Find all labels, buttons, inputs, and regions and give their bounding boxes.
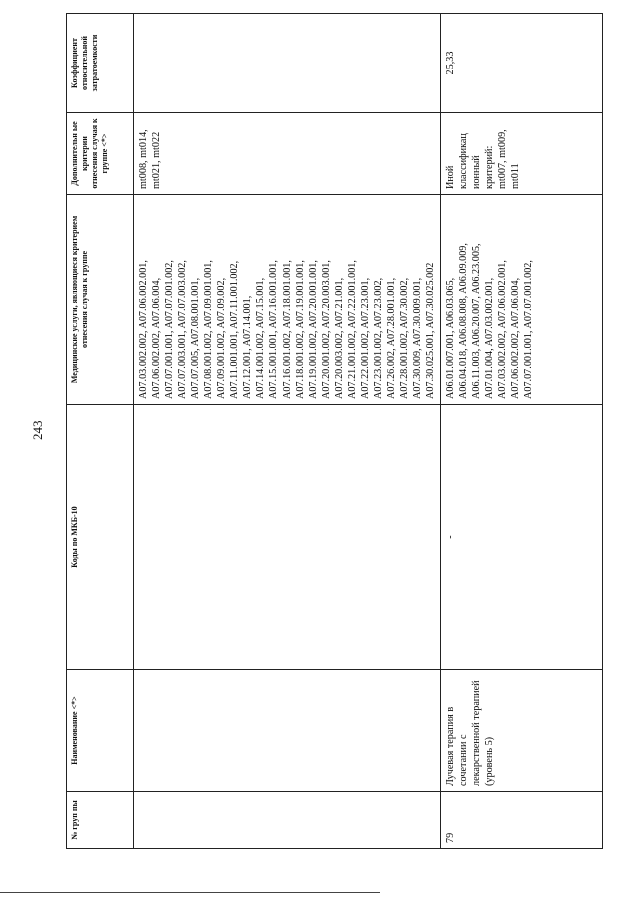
- cell-name: [134, 670, 441, 792]
- tariff-table: [66, 13, 603, 849]
- cell-extra-criteria: Иной классификац ионный критерий: mt007, mt009, mt011: [441, 113, 603, 195]
- table-header-row: [67, 14, 134, 849]
- header-icd: Коды по МКБ-10: [67, 405, 134, 670]
- table-row: [134, 14, 441, 849]
- page-sheet: [66, 14, 636, 849]
- header-group-no: № груп пы: [67, 792, 134, 849]
- cell-group-no: 79: [441, 792, 603, 849]
- cell-extra-criteria: mt008, mt014, mt021, mt022: [134, 113, 441, 195]
- page-number: 243: [30, 420, 45, 440]
- cell-group-no: [134, 792, 441, 849]
- cell-coefficient: 25,33: [441, 14, 603, 113]
- cell-name: Лучевая терапия в сочетании с лекарственной терапией (уровень 5): [441, 670, 603, 792]
- header-coefficient: Коэффициент относительной затратоемкости: [67, 14, 134, 113]
- rotated-table-container: [66, 14, 636, 849]
- footer-rule: [0, 892, 380, 893]
- cell-icd: -: [441, 405, 603, 670]
- cell-services: A07.03.002.002, A07.06.002.001, A07.06.002.002, A07.06.004, A07.07.001.001, A07.07.001.002, A07.07.003.001, A07.07.003.002, A07.07.005, A07.08.001.001, A07.08.001.002, A07.09.001.001, A07.09.001.002, A07.09.002, A07.11.001.001, A07.11.001.002, A07.12.001, A07.14.001, A07.14.001.002, A07.15.001, A07.15.001.001, A07.16.001.001, A07.16.001.002, A07.18.001.001, A07.18.001.002, A07.19.001.001, A07.19.001.002, A07.20.001.001, A07.20.001.002, A07.20.003.001, A07.20.003.002, A07.21.001, A07.21.001.002, A07.22.001.001, A07.22.001.002, A07.23.001, A07.23.001.002, A07.23.002, A07.26.002, A07.28.001.001, A07.28.001.002, A07.30.002, A07.30.009, A07.30.009.001, A07.30.025.001, A07.30.025.002: [134, 195, 441, 405]
- table-row: [441, 14, 603, 849]
- cell-services: A06.01.007.001, A06.03.065, A06.04.018, A06.08.008, A06.09.009, A06.11.003, A06.20.007, A06.23.005, A07.01.004, A07.03.002.001, A07.03.002.002, A07.06.002.001, A07.06.002.002, A07.06.004, A07.07.001.001, A07.07.001.002,: [441, 195, 603, 405]
- cell-coefficient: [134, 14, 441, 113]
- header-services: Медицинские услуги, являющиеся критерием отнесения случая к группе: [67, 195, 134, 405]
- header-name: Наименование <*>: [67, 670, 134, 792]
- header-extra-criteria: Дополнительн ые критерии отнесения случая к группе <*>: [67, 113, 134, 195]
- cell-icd: [134, 405, 441, 670]
